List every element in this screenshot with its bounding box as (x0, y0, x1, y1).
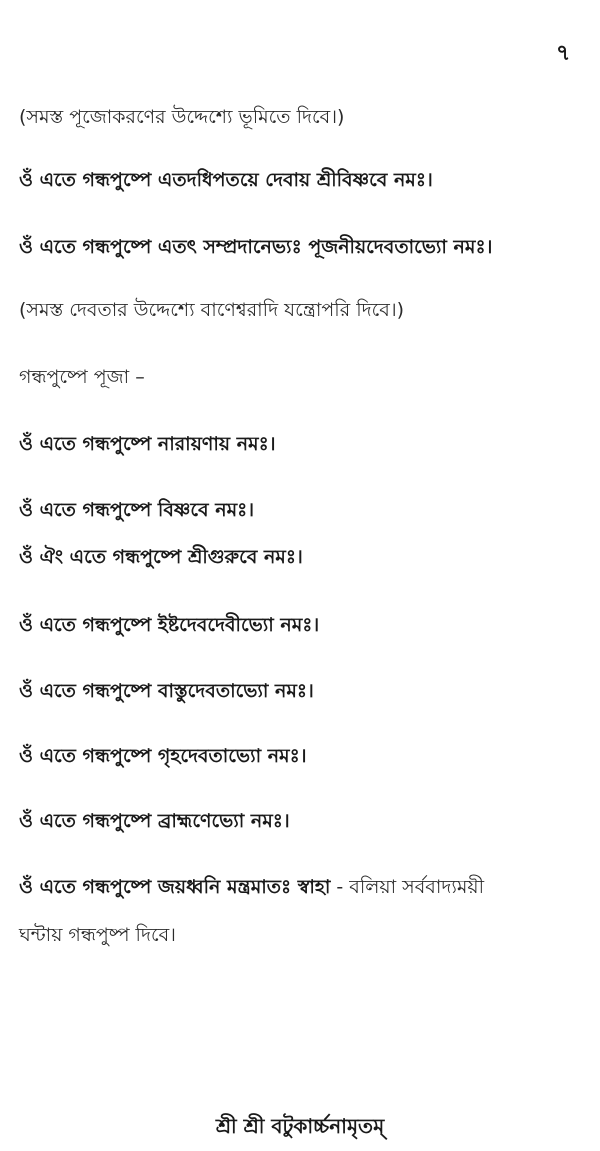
mantra-bold-part: ওঁ এতে গন্ধপুষ্পে জয়ধ্বনি মন্ত্রমাতঃ স্বাহা (19, 876, 331, 898)
mantra-line: ওঁ এতে গন্ধপুষ্পে নারায়ণায় নমঃ। (19, 433, 276, 455)
instruction-part: - বলিয়া সর্ববাদ্যময়ী (330, 876, 485, 898)
instruction-line: (সমস্ত দেবতার উদ্দেশ্যে বাণেশ্বরাদি যন্ত্রোপরি দিবে।) (19, 299, 405, 321)
mantra-line: ওঁ এতে গন্ধপুষ্পে ইষ্টদেবদেবীভ্যো নমঃ। (19, 614, 320, 636)
mantra-line: ওঁ ঐং এতে গন্ধপুষ্পে শ্রীগুরুবে নমঃ। (19, 546, 303, 568)
mantra-line: ওঁ এতে গন্ধপুষ্পে বিষ্ণবে নমঃ। (19, 499, 255, 521)
page-footer-title: শ্রী শ্রী বটুকার্চ্চনামৃতম্ (215, 1114, 385, 1138)
mantra-line: ওঁ এতে গন্ধপুষ্পে গৃহদেবতাভ্যো নমঃ। (19, 745, 307, 767)
mantra-line: ওঁ এতে গন্ধপুষ্পে এতৎ সম্প্রদানেভ্যঃ পূজনীয়দেবতাভ্যো নমঃ। (19, 236, 493, 258)
mantra-line: ওঁ এতে গন্ধপুষ্পে ব্রাহ্মণেভ্যো নমঃ। (19, 810, 290, 832)
mantra-line: ওঁ এতে গন্ধপুষ্পে এতদধিপতয়ে দেবায় শ্রীবিষ্ণবে নমঃ। (19, 169, 433, 191)
mantra-line: ওঁ এতে গন্ধপুষ্পে বাস্তুদেবতাভ্যো নমঃ। (19, 680, 314, 702)
page-number: ৭ (556, 41, 571, 66)
section-heading: গন্ধপুষ্পে পূজা – (19, 366, 145, 388)
mantra-line-mixed (19, 874, 590, 900)
instruction-line: ঘন্টায় গন্ধপুষ্প দিবে। (19, 924, 176, 946)
instruction-line: (সমস্ত পূজোকরণের উদ্দেশ্যে ভূমিতে দিবে।) (19, 106, 345, 128)
